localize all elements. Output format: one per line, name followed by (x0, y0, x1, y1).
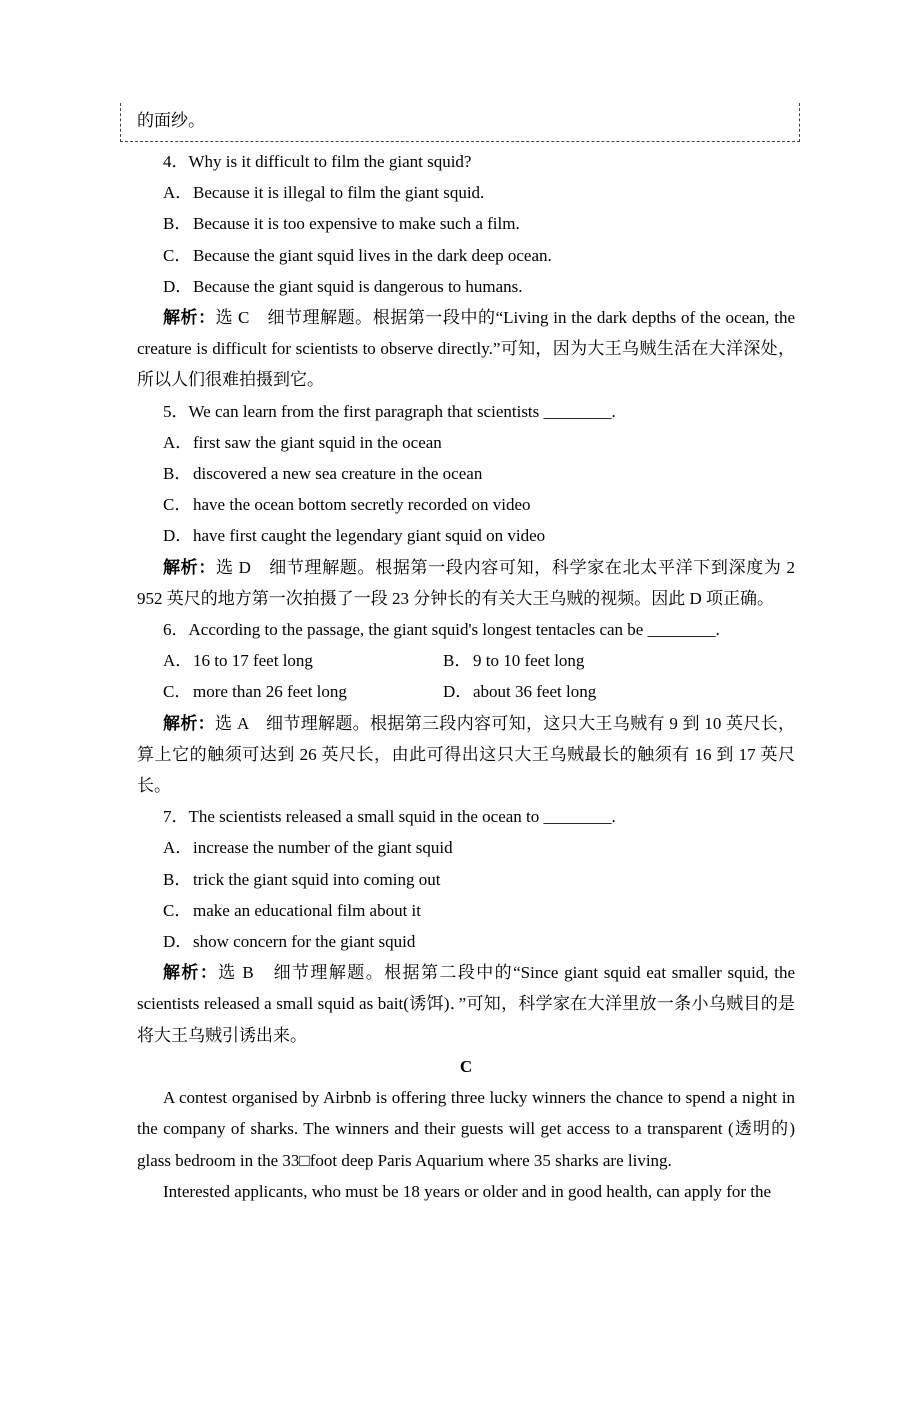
option-text: have first caught the legendary giant squid on video (193, 526, 546, 546)
analysis-text: 选 A 细节理解题。根据第三段内容可知，这只大王乌贼有 9 到 10 英尺长，算上它的触须可达到 26 英尺长，由此可得出这只大王乌贼最长的触须有 16 到 17 英尺长。 (137, 713, 796, 796)
question-7-option-d (137, 926, 795, 957)
analysis-text: 选 B 细节理解题。根据第二段中的“Since giant squid eat smaller squid, the scientists released a small squid as bait(诱饵)．”可知，科学家在大洋里放一条小乌贼目的是将大王乌贼引诱出来。 (137, 963, 795, 1045)
question-7-line (137, 801, 795, 832)
question-4-option-a (137, 177, 795, 208)
option-label: C． (163, 495, 192, 515)
question-7-option-a (137, 832, 795, 863)
option-text: Because it is too expensive to make such a film. (193, 214, 520, 234)
question-6-line (137, 614, 795, 645)
option-text: discovered a new sea creature in the ocean (193, 464, 483, 484)
question-4-line (137, 146, 795, 177)
question-7-analysis (137, 957, 795, 1051)
option-label: D． (443, 682, 473, 702)
question-4-analysis (137, 302, 795, 396)
question-5-option-a (137, 427, 795, 458)
question-6-option-a (137, 645, 443, 676)
option-text: about 36 feet long (473, 682, 597, 702)
question-text: According to the passage, the giant squid's longest tentacles can be ________. (188, 620, 720, 640)
question-6-options (137, 645, 795, 707)
option-label: B． (163, 869, 192, 889)
question-7-option-c (137, 895, 795, 926)
option-label: C． (163, 245, 192, 265)
question-6-option-c (137, 676, 443, 707)
document-page (0, 103, 920, 1405)
question-5-analysis (137, 552, 795, 614)
option-label: B． (163, 214, 192, 234)
question-5-option-b (137, 458, 795, 489)
question-text: The scientists released a small squid in the ocean to ________. (188, 807, 616, 827)
continuation-text: 的面纱。 (137, 111, 205, 130)
option-text: Because the giant squid lives in the dark deep ocean. (193, 245, 552, 265)
question-6-option-b (443, 645, 795, 676)
question-6-option-d (443, 676, 795, 707)
option-text: trick the giant squid into coming out (193, 869, 441, 889)
option-text: 9 to 10 feet long (473, 651, 585, 671)
option-text: increase the number of the giant squid (193, 838, 453, 858)
question-5-line (137, 396, 795, 427)
question-5-option-c (137, 489, 795, 520)
option-label: A． (163, 838, 193, 858)
question-4-option-b (137, 208, 795, 239)
question-5-option-d (137, 520, 795, 551)
question-number: 6． (163, 620, 189, 640)
question-text: Why is it difficult to film the giant squid? (188, 152, 472, 171)
question-number: 5． (163, 401, 189, 421)
option-label: D． (163, 276, 193, 296)
analysis-label: 解析： (163, 557, 217, 577)
option-label: C． (163, 682, 192, 702)
option-text: more than 26 feet long (193, 682, 347, 702)
option-label: A． (163, 183, 193, 203)
option-label: C． (163, 900, 192, 920)
option-text: make an educational film about it (193, 900, 422, 920)
option-text: have the ocean bottom secretly recorded on video (193, 495, 531, 515)
option-label: B． (443, 651, 472, 671)
continuation-text-box (120, 103, 800, 142)
question-6-analysis (137, 708, 795, 802)
passage-paragraph-2: Interested applicants, who must be 18 years or older and in good health, can apply for the (163, 1181, 772, 1201)
passage-paragraph-1: A contest organised by Airbnb is offering three lucky winners the chance to spend a night in the company of sharks. The winners and their guests will get access to a transparent (透明的) glass bedroom in the 33□foot deep Paris Aquarium where 35 sharks are living. (137, 1088, 795, 1170)
option-label: A． (163, 432, 193, 452)
option-text: show concern for the giant squid (193, 932, 416, 952)
question-text: We can learn from the first paragraph that scientists ________. (188, 401, 616, 421)
option-label: B． (163, 464, 192, 484)
analysis-label: 解析： (163, 713, 216, 733)
question-4-option-d (137, 271, 795, 302)
analysis-text: 选 D 细节理解题。根据第一段内容可知，科学家在北太平洋下到深度为 2 952 英尺的地方第一次拍摄了一段 23 分钟长的有关大王乌贼的视频。因此 D 项正确。 (137, 557, 796, 608)
option-label: A． (163, 651, 193, 671)
option-text: first saw the giant squid in the ocean (193, 432, 442, 452)
question-7-option-b (137, 864, 795, 895)
section-c-heading: C (459, 1056, 473, 1076)
option-text: Because the giant squid is dangerous to humans. (193, 276, 523, 296)
question-number: 4． (163, 152, 189, 171)
question-4-option-c (137, 240, 795, 271)
analysis-label: 解析： (163, 308, 216, 328)
question-number: 7． (163, 807, 189, 827)
option-text: 16 to 17 feet long (193, 651, 313, 671)
analysis-text: 选 C 细节理解题。根据第一段中的“Living in the dark depths of the ocean, the creature is difficult for scientists to observe directly.”可知，因为大王乌贼生活在大洋深处，所以人们很难拍摄到它。 (137, 308, 796, 390)
option-label: D． (163, 932, 193, 952)
option-label: D． (163, 526, 193, 546)
option-text: Because it is illegal to film the giant squid. (193, 183, 485, 203)
analysis-label: 解析： (163, 963, 219, 983)
